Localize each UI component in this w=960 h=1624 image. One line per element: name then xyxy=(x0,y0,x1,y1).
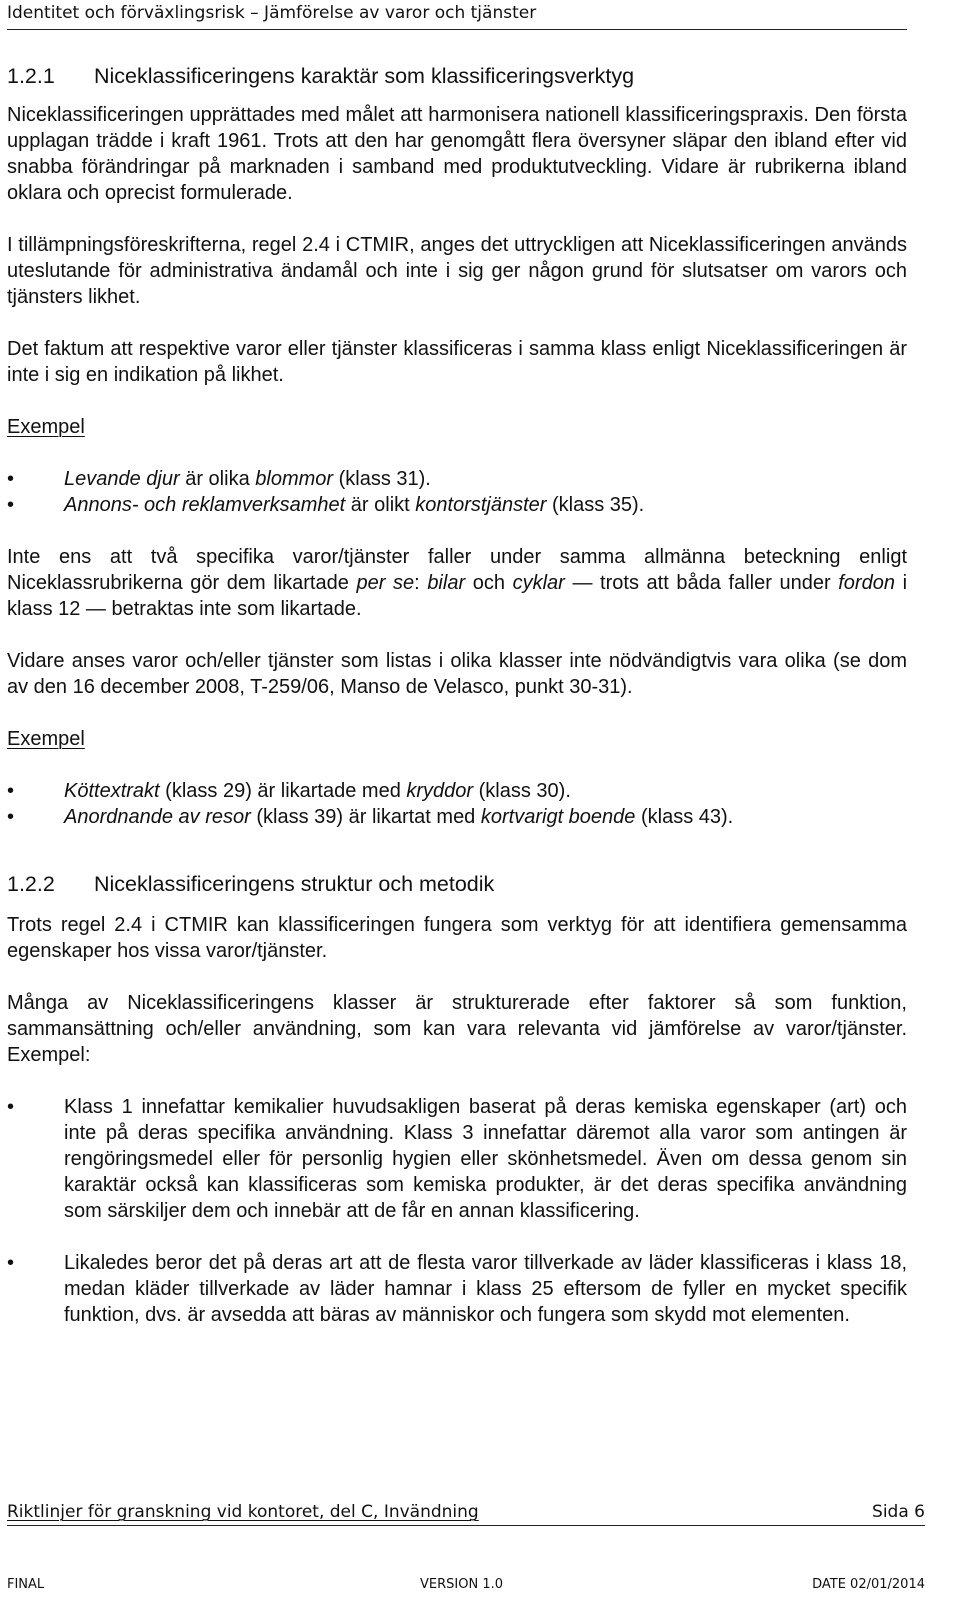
text-run: och xyxy=(465,572,513,594)
example-term: Anordnande av resor xyxy=(64,806,251,828)
example-text: (klass 30). xyxy=(473,780,571,802)
italic-run: per se xyxy=(356,572,415,594)
example-term: kryddor xyxy=(406,780,474,802)
example-list xyxy=(7,778,907,830)
running-header: Identitet och förväxlingsrisk – Jämförelse av varor och tjänster xyxy=(7,3,537,23)
example-text: (klass 29) är likartade med xyxy=(159,780,407,802)
text-run: : xyxy=(414,572,428,594)
bullet-item: • Klass 1 innefattar kemikalier huvudsakligen baserat på deras kemiska egenskaper (art) och inte på deras specifika användning. Klass 3 innefattar däremot alla varor som antingen är rengöringsmedel eller för personlig hygien eller skönhetsmedel. Även om dessa genom sin karaktär också kan klassificeras som kemiska produkter, är det deras specifika användning som särskiljer dem och innebär att de får en annan klassificering. xyxy=(7,1094,907,1224)
example-text: (klass 39) är likartat med xyxy=(250,806,481,828)
example-text: är olikt xyxy=(345,494,416,516)
text-run: — trots att båda faller under xyxy=(564,572,839,594)
italic-run: bilar xyxy=(427,572,466,594)
paragraph: I tillämpningsföreskrifterna, regel 2.4 i CTMIR, anges det uttryckligen att Niceklassificeringen används uteslutande för administrativa ändamål och inte i sig ger någon grund för slutsatser om varors och tjänsters likhet. xyxy=(7,234,907,308)
section-heading-1-2-2 xyxy=(7,870,907,898)
example-term: kortvarigt boende xyxy=(480,806,636,828)
example-list xyxy=(7,466,907,518)
running-footer xyxy=(7,1498,925,1526)
section-number: 1.2.2 xyxy=(7,872,55,896)
section-number: 1.2.1 xyxy=(7,64,55,88)
page-number: Sida 6 xyxy=(872,1502,925,1522)
example-text: (klass 43). xyxy=(635,806,734,828)
example-term: Annons- och reklamverksamhet xyxy=(64,494,346,516)
section-heading-1-2-1 xyxy=(7,62,907,90)
paragraph: Niceklassificeringen upprättades med målet att harmonisera nationell klassificeringspraxis. Den första upplagan trädde i kraft 1961. Trots att den har genomgått flera översyner släpar den ibland efter vid snabba förändringar på marknaden i samband med produktutveckling. Vidare är rubrikerna ibland oklara och oprecist formulerade. xyxy=(7,104,907,204)
example-label: Exempel xyxy=(7,728,85,750)
paragraph: Många av Niceklassificeringens klasser är strukturerade efter faktorer så som funktion, sammansättning och/eller användning, som kan vara relevanta vid jämförelse av varor/tjänster. Exempel: xyxy=(7,992,907,1066)
example-term: blommor xyxy=(255,468,334,490)
version-label: VERSION 1.0 xyxy=(420,1577,503,1592)
header-divider xyxy=(7,29,907,30)
paragraph xyxy=(7,544,907,622)
example-term: kontorstjänster xyxy=(415,494,547,516)
example-label: Exempel xyxy=(7,416,85,438)
paragraph: Trots regel 2.4 i CTMIR kan klassificeringen fungera som verktyg för att identifiera gemensamma egenskaper hos vissa varor/tjänster. xyxy=(7,914,907,962)
italic-run: fordon xyxy=(838,572,895,594)
example-text: (klass 31). xyxy=(333,468,431,490)
status-label: FINAL xyxy=(7,1577,45,1592)
bullet-item: • Likaledes beror det på deras art att de flesta varor tillverkade av läder klassificeras i klass 18, medan kläder tillverkade av läder hamnar i klass 25 eftersom de fyller en mycket specifik funktion, dvs. är avsedda att bäras av människor och fungera som skydd mot elementen. xyxy=(7,1250,907,1328)
text-run: Inte ens att två specifika varor/tjänster faller under samma allmänna beteckning enligt Niceklassrubrikerna gör dem likartade xyxy=(7,546,907,594)
example-term: Köttextrakt xyxy=(64,780,160,802)
paragraph: Det faktum att respektive varor eller tjänster klassificeras i samma klass enligt Niceklassificeringen är inte i sig en indikation på likhet. xyxy=(7,338,907,386)
date-label: DATE 02/01/2014 xyxy=(812,1577,925,1592)
section-title: Niceklassificeringens struktur och metodik xyxy=(94,872,495,896)
example-item xyxy=(7,778,907,804)
example-item xyxy=(7,804,907,830)
paragraph: Vidare anses varor och/eller tjänster som listas i olika klasser inte nödvändigtvis vara olika (se dom av den 16 december 2008, T-259/06, Manso de Velasco, punkt 30-31). xyxy=(7,650,907,698)
example-item xyxy=(7,492,907,518)
document-meta xyxy=(7,1574,925,1596)
example-text: (klass 35). xyxy=(546,494,645,516)
footer-title: Riktlinjer för granskning vid kontoret, del C, Invändning xyxy=(7,1502,479,1522)
italic-run: cyklar xyxy=(512,572,565,594)
text-run: i klass 12 — betraktas inte som likartade. xyxy=(7,572,908,620)
document-body xyxy=(7,62,907,1328)
example-text: är olika xyxy=(179,468,256,490)
bullet-list xyxy=(7,1094,907,1328)
example-term: Levande djur xyxy=(64,468,180,490)
section-title: Niceklassificeringens karaktär som klassificeringsverktyg xyxy=(94,64,635,88)
footer-divider xyxy=(7,1525,925,1526)
example-item xyxy=(7,466,907,492)
